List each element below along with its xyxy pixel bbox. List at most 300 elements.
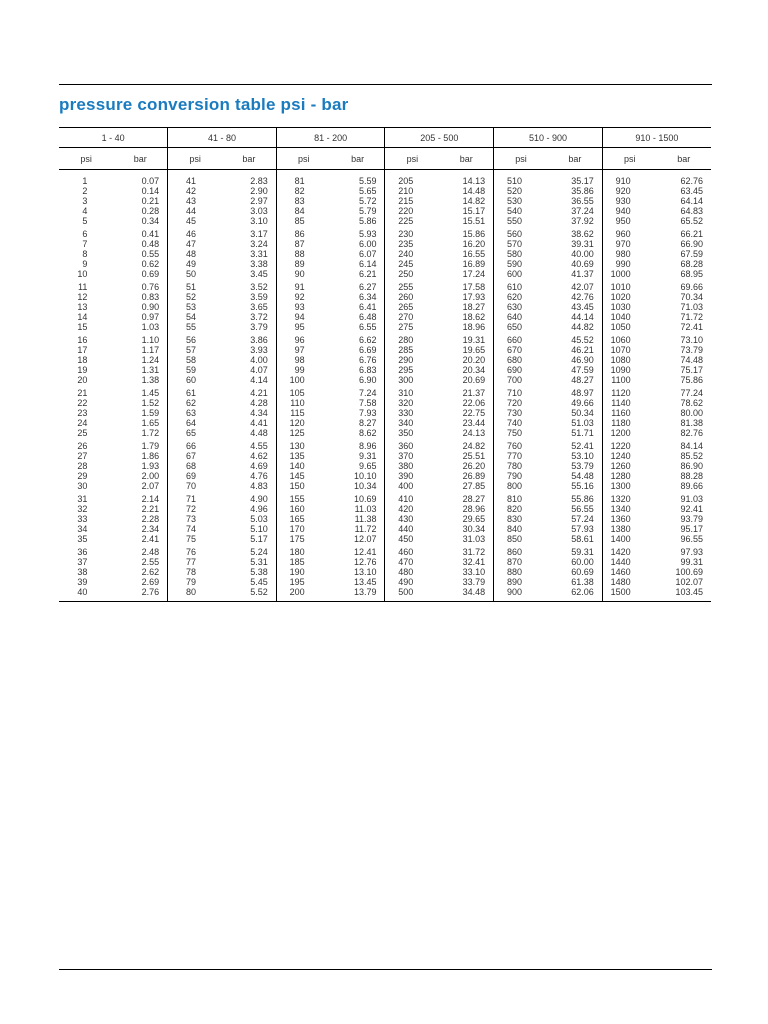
- bar-value: 62.76: [680, 176, 703, 186]
- psi-header: psi: [494, 148, 548, 170]
- bar-value: 44.14: [571, 312, 594, 322]
- bar-value: 52.41: [571, 441, 594, 451]
- psi-cell: [385, 494, 439, 547]
- bar-value: 71.72: [680, 312, 703, 322]
- psi-value: 630: [506, 302, 522, 312]
- bar-value: 3.79: [250, 322, 268, 332]
- bar-value: 5.38: [250, 567, 268, 577]
- psi-value: 500: [398, 587, 414, 597]
- bar-value: 26.89: [462, 471, 486, 481]
- bar-value: 102.07: [675, 577, 703, 587]
- psi-value: 870: [506, 557, 522, 567]
- bar-value: 18.62: [462, 312, 486, 322]
- bar-value: 81.38: [680, 418, 703, 428]
- psi-value: 75: [185, 534, 196, 544]
- psi-value: 83: [294, 196, 305, 206]
- bar-value: 103.45: [675, 587, 703, 597]
- psi-value: 74: [185, 524, 196, 534]
- psi-value: 1100: [611, 375, 631, 385]
- bar-cell: [331, 229, 385, 282]
- bar-header: bar: [548, 148, 602, 170]
- psi-value: 44: [185, 206, 196, 216]
- bar-value: 63.45: [680, 186, 703, 196]
- psi-value: 850: [506, 534, 522, 544]
- bar-value: 0.14: [141, 186, 160, 196]
- bar-cell: [113, 176, 167, 229]
- psi-cell: [168, 229, 222, 282]
- psi-value: 580: [506, 249, 522, 259]
- psi-value: 265: [398, 302, 414, 312]
- bar-value: 11.38: [354, 514, 377, 524]
- bar-value: 21.37: [462, 388, 486, 398]
- bar-value: 45.52: [571, 335, 594, 345]
- psi-value: 36: [77, 547, 88, 557]
- psi-value: 51: [185, 282, 196, 292]
- bar-value: 6.69: [358, 345, 377, 355]
- bar-value: 6.41: [358, 302, 377, 312]
- bar-value: 86.90: [680, 461, 703, 471]
- bar-value: 72.41: [680, 322, 703, 332]
- bar-value: 59.31: [571, 547, 594, 557]
- bar-value: 11.03: [354, 504, 377, 514]
- bar-value: 12.41: [353, 547, 377, 557]
- bar-value: 7.93: [358, 408, 377, 418]
- psi-header: psi: [59, 148, 113, 170]
- psi-value: 84: [294, 206, 305, 216]
- bar-value: 16.55: [462, 249, 486, 259]
- bar-cell: [113, 388, 167, 441]
- psi-value: 720: [506, 398, 522, 408]
- psi-value: 77: [185, 557, 196, 567]
- psi-value: 210: [398, 186, 414, 196]
- psi-value: 30: [77, 481, 88, 491]
- psi-cell: [168, 176, 222, 229]
- bar-cell: [548, 229, 602, 282]
- bar-value: 74.48: [680, 355, 703, 365]
- bar-value: 57.93: [571, 524, 594, 534]
- bar-value: 48.97: [571, 388, 594, 398]
- bar-value: 2.62: [141, 567, 160, 577]
- bar-value: 6.83: [358, 365, 377, 375]
- bar-value: 48.27: [571, 375, 594, 385]
- psi-value: 10: [77, 269, 88, 279]
- psi-value: 1160: [611, 408, 631, 418]
- bar-value: 17.58: [462, 282, 486, 292]
- psi-value: 880: [506, 567, 522, 577]
- psi-value: 440: [398, 524, 414, 534]
- psi-value: 88: [294, 249, 305, 259]
- bar-value: 1.10: [141, 335, 160, 345]
- bar-value: 19.65: [462, 345, 486, 355]
- psi-value: 4: [82, 206, 88, 216]
- psi-value: 1340: [610, 504, 631, 514]
- bar-value: 4.34: [250, 408, 268, 418]
- bar-value: 2.69: [141, 577, 160, 587]
- bar-value: 5.24: [250, 547, 268, 557]
- psi-value: 50: [185, 269, 196, 279]
- bar-value: 8.62: [358, 428, 377, 438]
- psi-value: 205: [398, 176, 414, 186]
- psi-cell: [494, 335, 548, 388]
- psi-value: 670: [506, 345, 522, 355]
- psi-value: 790: [506, 471, 522, 481]
- bar-value: 71.03: [680, 302, 703, 312]
- bar-value: 5.17: [250, 534, 268, 544]
- psi-cell: [276, 176, 330, 229]
- psi-value: 130: [289, 441, 305, 451]
- psi-value: 490: [398, 577, 414, 587]
- psi-value: 260: [398, 292, 414, 302]
- psi-value: 58: [185, 355, 196, 365]
- psi-value: 105: [289, 388, 305, 398]
- psi-value: 59: [185, 365, 196, 375]
- bar-value: 2.28: [141, 514, 160, 524]
- bar-value: 15.17: [462, 206, 486, 216]
- psi-value: 820: [506, 504, 522, 514]
- psi-cell: [385, 388, 439, 441]
- bar-value: 0.41: [141, 229, 160, 239]
- psi-cell: [276, 335, 330, 388]
- psi-value: 12: [77, 292, 88, 302]
- psi-value: 1320: [610, 494, 631, 504]
- psi-value: 22: [77, 398, 88, 408]
- psi-value: 98: [294, 355, 305, 365]
- bar-value: 4.55: [250, 441, 268, 451]
- psi-value: 25: [77, 428, 88, 438]
- psi-value: 155: [289, 494, 305, 504]
- bar-value: 56.55: [571, 504, 594, 514]
- psi-value: 300: [398, 375, 414, 385]
- bar-value: 92.41: [680, 504, 703, 514]
- psi-value: 24: [77, 418, 88, 428]
- psi-value: 26: [77, 441, 88, 451]
- bar-value: 20.34: [462, 365, 486, 375]
- bar-value: 14.13: [462, 176, 486, 186]
- bar-value: 6.27: [358, 282, 377, 292]
- psi-value: 360: [398, 441, 414, 451]
- psi-value: 97: [294, 345, 305, 355]
- table-row: [59, 335, 711, 388]
- table-row: [59, 229, 711, 282]
- psi-value: 940: [615, 206, 631, 216]
- psi-value: 86: [294, 229, 305, 239]
- psi-value: 41: [185, 176, 196, 186]
- table-row: [59, 441, 711, 494]
- psi-value: 750: [506, 428, 522, 438]
- bar-value: 37.92: [571, 216, 594, 226]
- psi-value: 1480: [610, 577, 631, 587]
- psi-value: 40: [77, 587, 88, 597]
- bar-value: 65.52: [680, 216, 703, 226]
- psi-value: 480: [398, 567, 414, 577]
- psi-value: 1440: [610, 557, 631, 567]
- psi-value: 34: [77, 524, 88, 534]
- psi-value: 1200: [610, 428, 631, 438]
- psi-cell: [602, 282, 656, 335]
- psi-value: 225: [398, 216, 414, 226]
- bar-value: 25.51: [462, 451, 486, 461]
- psi-cell: [276, 494, 330, 547]
- bar-value: 40.00: [571, 249, 594, 259]
- bar-value: 1.31: [141, 365, 160, 375]
- psi-cell: [385, 335, 439, 388]
- bar-cell: [657, 547, 711, 602]
- bar-value: 40.69: [571, 259, 594, 269]
- psi-value: 275: [398, 322, 414, 332]
- bar-header: bar: [331, 148, 385, 170]
- psi-cell: [59, 547, 113, 602]
- bar-value: 5.93: [358, 229, 377, 239]
- bar-cell: [331, 282, 385, 335]
- psi-value: 230: [398, 229, 414, 239]
- bar-value: 66.90: [680, 239, 703, 249]
- psi-value: 65: [185, 428, 196, 438]
- top-rule: [59, 84, 712, 85]
- bar-value: 85.52: [680, 451, 703, 461]
- psi-value: 23: [77, 408, 88, 418]
- bar-value: 4.62: [250, 451, 268, 461]
- bar-value: 30.34: [462, 524, 486, 534]
- range-header: 510 - 900: [494, 128, 603, 148]
- psi-value: 2: [82, 186, 88, 196]
- bar-value: 3.65: [250, 302, 268, 312]
- bar-cell: [439, 388, 493, 441]
- bar-value: 1.45: [141, 388, 160, 398]
- bar-value: 35.86: [571, 186, 594, 196]
- bar-cell: [439, 494, 493, 547]
- psi-value: 1360: [610, 514, 631, 524]
- bar-value: 77.24: [680, 388, 703, 398]
- psi-value: 91: [294, 282, 305, 292]
- bar-value: 3.38: [250, 259, 268, 269]
- bar-value: 12.76: [353, 557, 377, 567]
- bar-value: 15.51: [462, 216, 486, 226]
- table-row: [59, 494, 711, 547]
- bar-value: 6.76: [358, 355, 377, 365]
- psi-cell: [602, 229, 656, 282]
- psi-value: 70: [185, 481, 196, 491]
- bar-value: 55.86: [571, 494, 594, 504]
- psi-value: 68: [185, 461, 196, 471]
- psi-value: 970: [615, 239, 631, 249]
- psi-cell: [494, 282, 548, 335]
- psi-value: 800: [506, 481, 522, 491]
- psi-value: 860: [506, 547, 522, 557]
- psi-value: 990: [615, 259, 631, 269]
- bar-value: 73.79: [680, 345, 703, 355]
- bar-value: 0.48: [141, 239, 160, 249]
- bar-value: 5.03: [250, 514, 268, 524]
- psi-value: 48: [185, 249, 196, 259]
- bar-value: 20.20: [462, 355, 486, 365]
- bar-value: 14.82: [462, 196, 486, 206]
- psi-value: 1500: [610, 587, 631, 597]
- bar-value: 31.72: [462, 547, 486, 557]
- psi-value: 390: [398, 471, 414, 481]
- bar-value: 68.28: [680, 259, 703, 269]
- psi-cell: [602, 441, 656, 494]
- psi-value: 29: [77, 471, 88, 481]
- psi-value: 1260: [610, 461, 631, 471]
- psi-value: 240: [398, 249, 414, 259]
- psi-value: 19: [77, 365, 88, 375]
- bar-cell: [439, 282, 493, 335]
- bar-cell: [113, 441, 167, 494]
- bar-value: 6.07: [358, 249, 377, 259]
- psi-value: 17: [77, 345, 88, 355]
- bar-value: 91.03: [680, 494, 703, 504]
- psi-value: 310: [398, 388, 414, 398]
- psi-value: 295: [398, 365, 414, 375]
- psi-value: 700: [506, 375, 522, 385]
- bar-value: 4.90: [250, 494, 268, 504]
- table-row: [59, 388, 711, 441]
- psi-value: 69: [185, 471, 196, 481]
- psi-value: 510: [506, 176, 522, 186]
- bar-cell: [548, 282, 602, 335]
- bar-value: 1.86: [141, 451, 160, 461]
- bar-value: 75.86: [680, 375, 703, 385]
- bar-value: 2.97: [250, 196, 268, 206]
- bar-value: 3.10: [250, 216, 268, 226]
- psi-value: 195: [289, 577, 305, 587]
- bar-value: 6.14: [358, 259, 377, 269]
- bar-value: 6.62: [358, 335, 377, 345]
- bar-value: 70.34: [680, 292, 703, 302]
- bar-value: 1.59: [141, 408, 160, 418]
- bar-value: 44.82: [571, 322, 594, 332]
- psi-value: 31: [77, 494, 88, 504]
- bar-value: 1.72: [141, 428, 160, 438]
- psi-value: 45: [185, 216, 196, 226]
- psi-value: 33: [77, 514, 88, 524]
- bar-value: 10.69: [353, 494, 377, 504]
- bar-value: 0.97: [141, 312, 160, 322]
- psi-value: 80: [185, 587, 196, 597]
- bar-value: 1.52: [141, 398, 160, 408]
- psi-value: 1050: [610, 322, 631, 332]
- bar-value: 78.62: [680, 398, 703, 408]
- bar-value: 5.45: [250, 577, 268, 587]
- bar-value: 16.89: [462, 259, 486, 269]
- bar-cell: [113, 335, 167, 388]
- bar-value: 17.24: [462, 269, 486, 279]
- bar-value: 3.03: [250, 206, 268, 216]
- bar-value: 20.69: [462, 375, 486, 385]
- bar-value: 6.55: [358, 322, 377, 332]
- psi-cell: [385, 547, 439, 602]
- bar-value: 14.48: [462, 186, 486, 196]
- psi-value: 550: [506, 216, 522, 226]
- psi-value: 96: [294, 335, 305, 345]
- bar-value: 37.24: [571, 206, 594, 216]
- bar-value: 2.14: [141, 494, 160, 504]
- range-header: 205 - 500: [385, 128, 494, 148]
- psi-value: 6: [82, 229, 88, 239]
- psi-value: 1400: [610, 534, 631, 544]
- psi-value: 200: [289, 587, 305, 597]
- psi-value: 38: [77, 567, 88, 577]
- bar-value: 27.85: [462, 481, 486, 491]
- psi-value: 290: [398, 355, 414, 365]
- psi-value: 340: [398, 418, 414, 428]
- psi-cell: [168, 335, 222, 388]
- psi-value: 125: [289, 428, 305, 438]
- psi-value: 1060: [610, 335, 631, 345]
- psi-value: 52: [185, 292, 196, 302]
- psi-cell: [59, 494, 113, 547]
- bar-value: 3.72: [250, 312, 268, 322]
- bar-value: 3.86: [250, 335, 268, 345]
- bar-value: 32.41: [462, 557, 486, 567]
- psi-cell: [494, 229, 548, 282]
- psi-value: 54: [185, 312, 196, 322]
- bar-value: 28.96: [462, 504, 486, 514]
- bar-value: 4.07: [250, 365, 268, 375]
- bar-cell: [548, 176, 602, 229]
- bar-value: 0.90: [141, 302, 160, 312]
- psi-value: 90: [294, 269, 305, 279]
- psi-value: 60: [185, 375, 196, 385]
- bar-value: 66.21: [680, 229, 703, 239]
- psi-value: 285: [398, 345, 414, 355]
- bar-value: 35.17: [571, 176, 594, 186]
- bar-value: 2.83: [250, 176, 268, 186]
- psi-value: 255: [398, 282, 414, 292]
- bar-value: 49.66: [571, 398, 594, 408]
- bar-value: 3.45: [250, 269, 268, 279]
- psi-value: 78: [185, 567, 196, 577]
- psi-value: 1010: [610, 282, 631, 292]
- psi-cell: [276, 282, 330, 335]
- psi-cell: [602, 176, 656, 229]
- bar-value: 62.06: [571, 587, 594, 597]
- bar-value: 6.21: [358, 269, 377, 279]
- bar-cell: [113, 229, 167, 282]
- psi-value: 9: [82, 259, 88, 269]
- psi-cell: [59, 229, 113, 282]
- bar-value: 46.21: [571, 345, 594, 355]
- psi-value: 320: [398, 398, 414, 408]
- bar-value: 42.07: [571, 282, 594, 292]
- bar-value: 28.27: [462, 494, 486, 504]
- bar-value: 47.59: [571, 365, 594, 375]
- psi-value: 76: [185, 547, 196, 557]
- psi-value: 900: [506, 587, 522, 597]
- bar-value: 5.10: [250, 524, 268, 534]
- bar-value: 1.24: [141, 355, 160, 365]
- psi-cell: [168, 282, 222, 335]
- bar-cell: [331, 176, 385, 229]
- bar-value: 5.65: [358, 186, 377, 196]
- bar-value: 2.55: [141, 557, 160, 567]
- range-header: 1 - 40: [59, 128, 168, 148]
- psi-value: 810: [506, 494, 522, 504]
- bar-value: 0.62: [141, 259, 160, 269]
- psi-header: psi: [602, 148, 656, 170]
- bar-value: 6.34: [358, 292, 377, 302]
- bar-value: 99.31: [680, 557, 703, 567]
- psi-value: 830: [506, 514, 522, 524]
- bar-value: 58.61: [571, 534, 594, 544]
- psi-value: 420: [398, 504, 414, 514]
- psi-header: psi: [276, 148, 330, 170]
- psi-value: 3: [82, 196, 88, 206]
- psi-value: 410: [398, 494, 414, 504]
- bar-header: bar: [439, 148, 493, 170]
- psi-value: 180: [289, 547, 305, 557]
- psi-value: 690: [506, 365, 522, 375]
